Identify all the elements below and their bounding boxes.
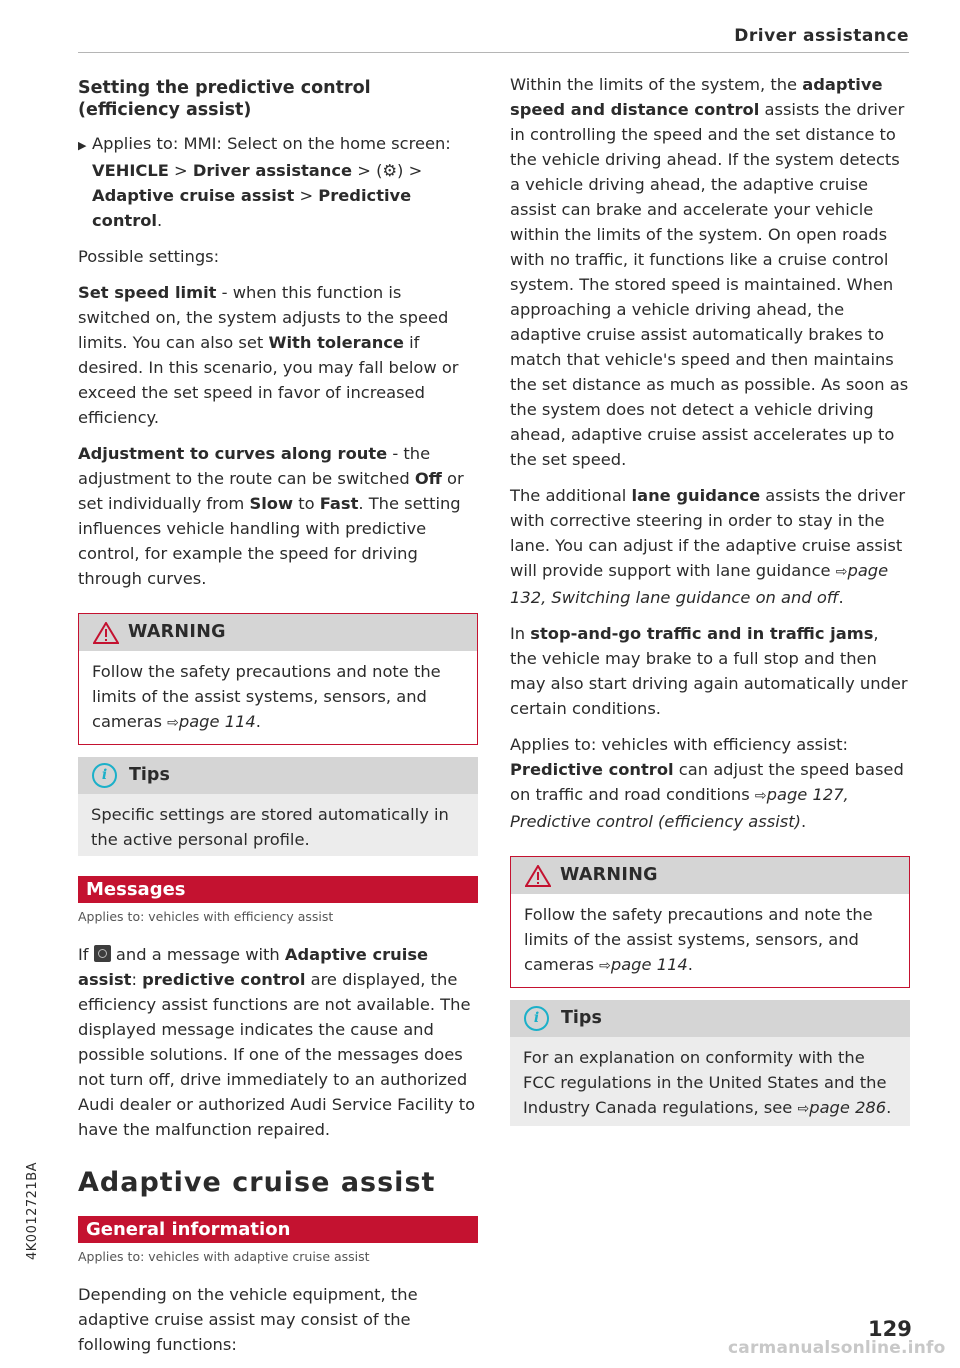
warning-body: Follow the safety precautions and note the limits of the assist systems, sensors, and cameras ⇨page 114.: [524, 905, 873, 974]
messages-applies: Applies to: vehicles with efficiency assist: [78, 909, 334, 924]
warning-triangle-icon: [525, 865, 551, 887]
menu-path: ▶ Applies to: MMI: Select on the home screen: VEHICLE > Driver assistance > (⚙) > Adaptive cruise assist > Predictive control.: [78, 134, 451, 230]
adaptive-speed-paragraph: Within the limits of the system, the adaptive speed and distance control assists the driver in controlling the speed and the set distance to the vehicle driving ahead. If the system detects a vehicle driving ahead, the adaptive cruise assist can brake and accelerate your vehicle within the limits of the system. On open roads with no traffic, it functions like a cruise control system. The stored speed is maintained. When approaching a vehicle driving ahead, the adaptive cruise assist automatically brakes to match that vehicle's speed and then maintains the set distance as much as possible. As soon as the system does not detect a vehicle driving ahead, adaptive cruise assist accelerates up to the set speed.: [510, 75, 909, 469]
warning-triangle-icon: [93, 622, 119, 644]
predictive-control-paragraph: Applies to: vehicles with efficiency assist: Predictive control can adjust the speed based on traffic and road conditions ⇨page 127, Predictive control (efficiency assist).: [510, 735, 904, 831]
tips-box: [78, 757, 478, 856]
watermark: carmanualsonline.info: [728, 1338, 946, 1358]
tips-header: i Tips: [78, 757, 478, 794]
reference-arrow-icon: ⇨: [797, 1101, 810, 1117]
possible-settings: Possible settings:: [78, 247, 220, 266]
warning-header: WARNING: [79, 614, 477, 651]
section-title-predictive-control: Setting the predictive control (efficiency assist): [78, 78, 371, 120]
warning-box: [510, 856, 910, 988]
set-speed-limit-paragraph: Set speed limit - when this function is switched on, the system adjusts to the speed limits. You can also set With tolerance if desired. In this scenario, you may fall below or exceed the set speed in favor of increased efficiency.: [78, 283, 459, 427]
general-information-heading: General information: [78, 1216, 478, 1243]
page-reference-link[interactable]: page 114: [610, 955, 688, 974]
tips-box: [510, 1000, 910, 1126]
page-number: 129: [868, 1317, 912, 1341]
info-icon: i: [92, 763, 117, 788]
tips-body: For an explanation on conformity with the FCC regulations in the United States and the Industry Canada regulations, see ⇨page 286.: [523, 1048, 892, 1117]
tips-header: i Tips: [510, 1000, 910, 1037]
page-reference-link[interactable]: page 132, Switching lane guidance on and off: [510, 561, 889, 607]
info-icon: i: [524, 1006, 549, 1031]
page-header: [78, 26, 909, 53]
tips-body: Specific settings are stored automatically in the active personal profile.: [91, 805, 449, 849]
adaptive-cruise-assist-title: Adaptive cruise assist: [78, 1167, 436, 1198]
cruise-assist-indicator-icon: [94, 945, 111, 962]
stop-and-go-paragraph: In stop-and-go traffic and in traffic jams, the vehicle may brake to a full stop and then may also start driving again automatically under certain conditions.: [510, 624, 908, 718]
page-reference-link[interactable]: page 114: [178, 712, 256, 731]
general-applies: Applies to: vehicles with adaptive cruise assist: [78, 1249, 370, 1264]
reference-arrow-icon: ⇨: [599, 958, 611, 974]
reference-arrow-icon: ⇨: [167, 715, 179, 731]
reference-arrow-icon: ⇨: [835, 564, 848, 580]
bullet-arrow-icon: ▶: [78, 139, 87, 152]
reference-arrow-icon: ⇨: [754, 788, 767, 804]
curves-paragraph: Adjustment to curves along route - the adjustment to the route can be switched Off or set individually from Slow to Fast. The setting influences vehicle handling with predictive control, for example the speed for driving through curves.: [78, 444, 464, 588]
page-reference-link[interactable]: page 286: [809, 1098, 887, 1117]
warning-box: [78, 613, 478, 745]
document-code: 4K0012721BA: [25, 1161, 40, 1260]
messages-paragraph: If and a message with Adaptive cruise assist: predictive control are displayed, the efficiency assist functions are not available. The displayed message indicates the cause and possible solutions. If one of the messages does not turn off, drive immediately to an authorized Audi dealer or authorized Audi Service Facility to have the malfunction repaired.: [78, 945, 476, 1139]
messages-heading: Messages: [78, 876, 478, 903]
left-column: [78, 72, 478, 1368]
lane-guidance-paragraph: The additional lane guidance assists the driver with corrective steering in order to stay in the lane. You can adjust if the adaptive cruise assist will provide support with lane guidance ⇨page 132, Switching lane guidance on and off.: [510, 486, 906, 607]
gear-icon: (⚙): [376, 161, 404, 180]
warning-body: Follow the safety precautions and note the limits of the assist systems, sensors, and cameras ⇨page 114.: [92, 662, 441, 731]
warning-header: WARNING: [511, 857, 909, 894]
general-paragraph: Depending on the vehicle equipment, the adaptive cruise assist may consist of the following functions:: [78, 1285, 418, 1354]
page-reference-link[interactable]: page 127, Predictive control (efficiency assist): [510, 785, 849, 831]
chapter-title: Driver assistance: [734, 26, 909, 46]
right-column: [510, 72, 910, 1146]
